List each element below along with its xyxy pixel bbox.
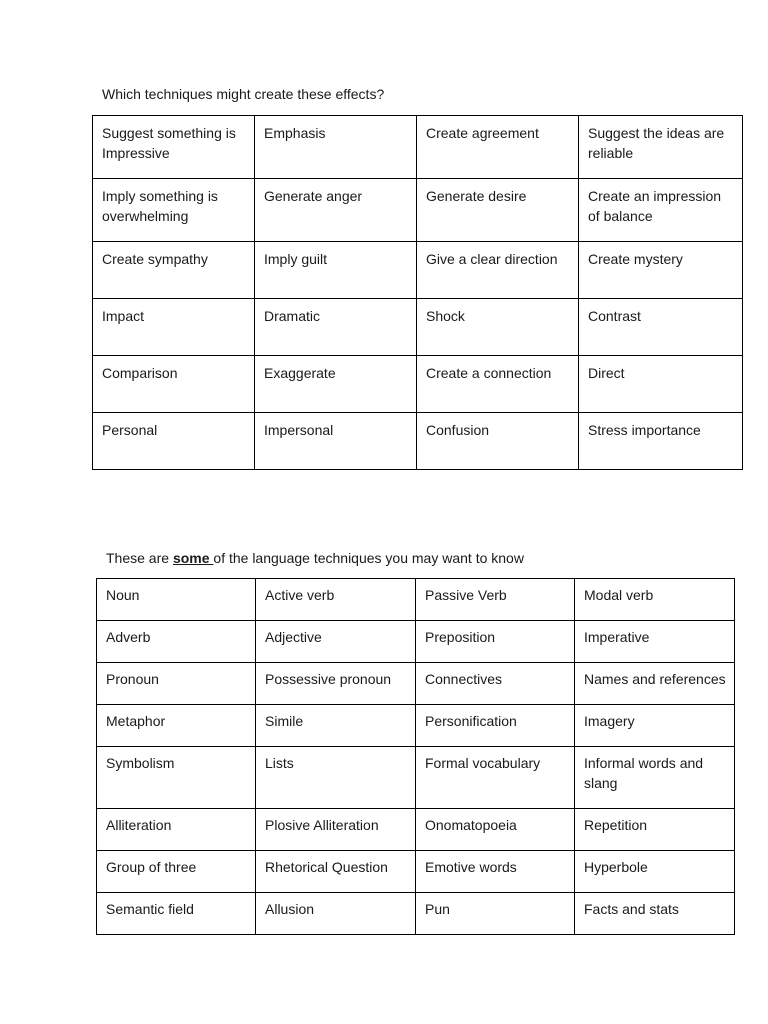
effects-cell: Impact xyxy=(93,299,255,356)
effects-cell: Exaggerate xyxy=(255,356,417,413)
techniques-cell: Pronoun xyxy=(97,663,256,705)
techniques-row xyxy=(97,579,735,621)
effects-cell: Create a connection xyxy=(417,356,579,413)
techniques-cell: Group of three xyxy=(97,851,256,893)
techniques-table xyxy=(96,578,735,935)
techniques-cell: Lists xyxy=(256,747,416,809)
techniques-cell: Connectives xyxy=(416,663,575,705)
effects-cell: Imply something is overwhelming xyxy=(93,179,255,242)
techniques-cell: Personification xyxy=(416,705,575,747)
techniques-cell: Metaphor xyxy=(97,705,256,747)
effects-cell: Give a clear direction xyxy=(417,242,579,299)
techniques-cell: Modal verb xyxy=(575,579,735,621)
techniques-heading-emphasis: some xyxy=(172,550,214,566)
techniques-cell: Informal words and slang xyxy=(575,747,735,809)
techniques-cell: Adverb xyxy=(97,621,256,663)
effects-row xyxy=(93,179,743,242)
techniques-cell: Passive Verb xyxy=(416,579,575,621)
effects-cell: Dramatic xyxy=(255,299,417,356)
techniques-cell: Symbolism xyxy=(97,747,256,809)
effects-row xyxy=(93,413,743,470)
techniques-row xyxy=(97,851,735,893)
techniques-cell: Facts and stats xyxy=(575,893,735,935)
effects-cell: Generate desire xyxy=(417,179,579,242)
effects-row xyxy=(93,242,743,299)
techniques-cell: Adjective xyxy=(256,621,416,663)
techniques-cell: Hyperbole xyxy=(575,851,735,893)
techniques-cell: Active verb xyxy=(256,579,416,621)
techniques-cell: Names and references xyxy=(575,663,735,705)
techniques-cell: Noun xyxy=(97,579,256,621)
effects-cell: Stress importance xyxy=(579,413,743,470)
techniques-cell: Rhetorical Question xyxy=(256,851,416,893)
techniques-row xyxy=(97,621,735,663)
techniques-cell: Alliteration xyxy=(97,809,256,851)
effects-cell: Imply guilt xyxy=(255,242,417,299)
techniques-heading-after: of the language techniques you may want to know xyxy=(213,550,524,566)
effects-heading-text: Which techniques might create these effects? xyxy=(102,86,385,102)
techniques-row xyxy=(97,663,735,705)
effects-table xyxy=(92,115,743,470)
techniques-row xyxy=(97,893,735,935)
effects-heading xyxy=(102,85,384,103)
techniques-cell: Allusion xyxy=(256,893,416,935)
effects-cell: Comparison xyxy=(93,356,255,413)
techniques-cell: Pun xyxy=(416,893,575,935)
techniques-cell: Preposition xyxy=(416,621,575,663)
techniques-heading xyxy=(106,549,524,567)
effects-cell: Impersonal xyxy=(255,413,417,470)
effects-cell: Emphasis xyxy=(255,116,417,179)
effects-table-body xyxy=(93,116,743,470)
effects-row xyxy=(93,299,743,356)
techniques-cell: Imperative xyxy=(575,621,735,663)
effects-cell: Create an impression of balance xyxy=(579,179,743,242)
techniques-cell: Possessive pronoun xyxy=(256,663,416,705)
techniques-cell: Imagery xyxy=(575,705,735,747)
effects-row xyxy=(93,356,743,413)
effects-cell: Create sympathy xyxy=(93,242,255,299)
techniques-cell: Plosive Alliteration xyxy=(256,809,416,851)
techniques-cell: Semantic field xyxy=(97,893,256,935)
effects-cell: Direct xyxy=(579,356,743,413)
techniques-row xyxy=(97,705,735,747)
effects-cell: Shock xyxy=(417,299,579,356)
effects-cell: Create agreement xyxy=(417,116,579,179)
techniques-cell: Repetition xyxy=(575,809,735,851)
effects-cell: Suggest something is Impressive xyxy=(93,116,255,179)
techniques-cell: Simile xyxy=(256,705,416,747)
techniques-heading-before: These are xyxy=(106,550,173,566)
techniques-row xyxy=(97,747,735,809)
techniques-table-body xyxy=(97,579,735,935)
effects-row xyxy=(93,116,743,179)
effects-cell: Create mystery xyxy=(579,242,743,299)
effects-cell: Suggest the ideas are reliable xyxy=(579,116,743,179)
effects-cell: Confusion xyxy=(417,413,579,470)
techniques-cell: Emotive words xyxy=(416,851,575,893)
techniques-cell: Onomatopoeia xyxy=(416,809,575,851)
techniques-row xyxy=(97,809,735,851)
effects-cell: Generate anger xyxy=(255,179,417,242)
effects-cell: Personal xyxy=(93,413,255,470)
effects-cell: Contrast xyxy=(579,299,743,356)
techniques-cell: Formal vocabulary xyxy=(416,747,575,809)
